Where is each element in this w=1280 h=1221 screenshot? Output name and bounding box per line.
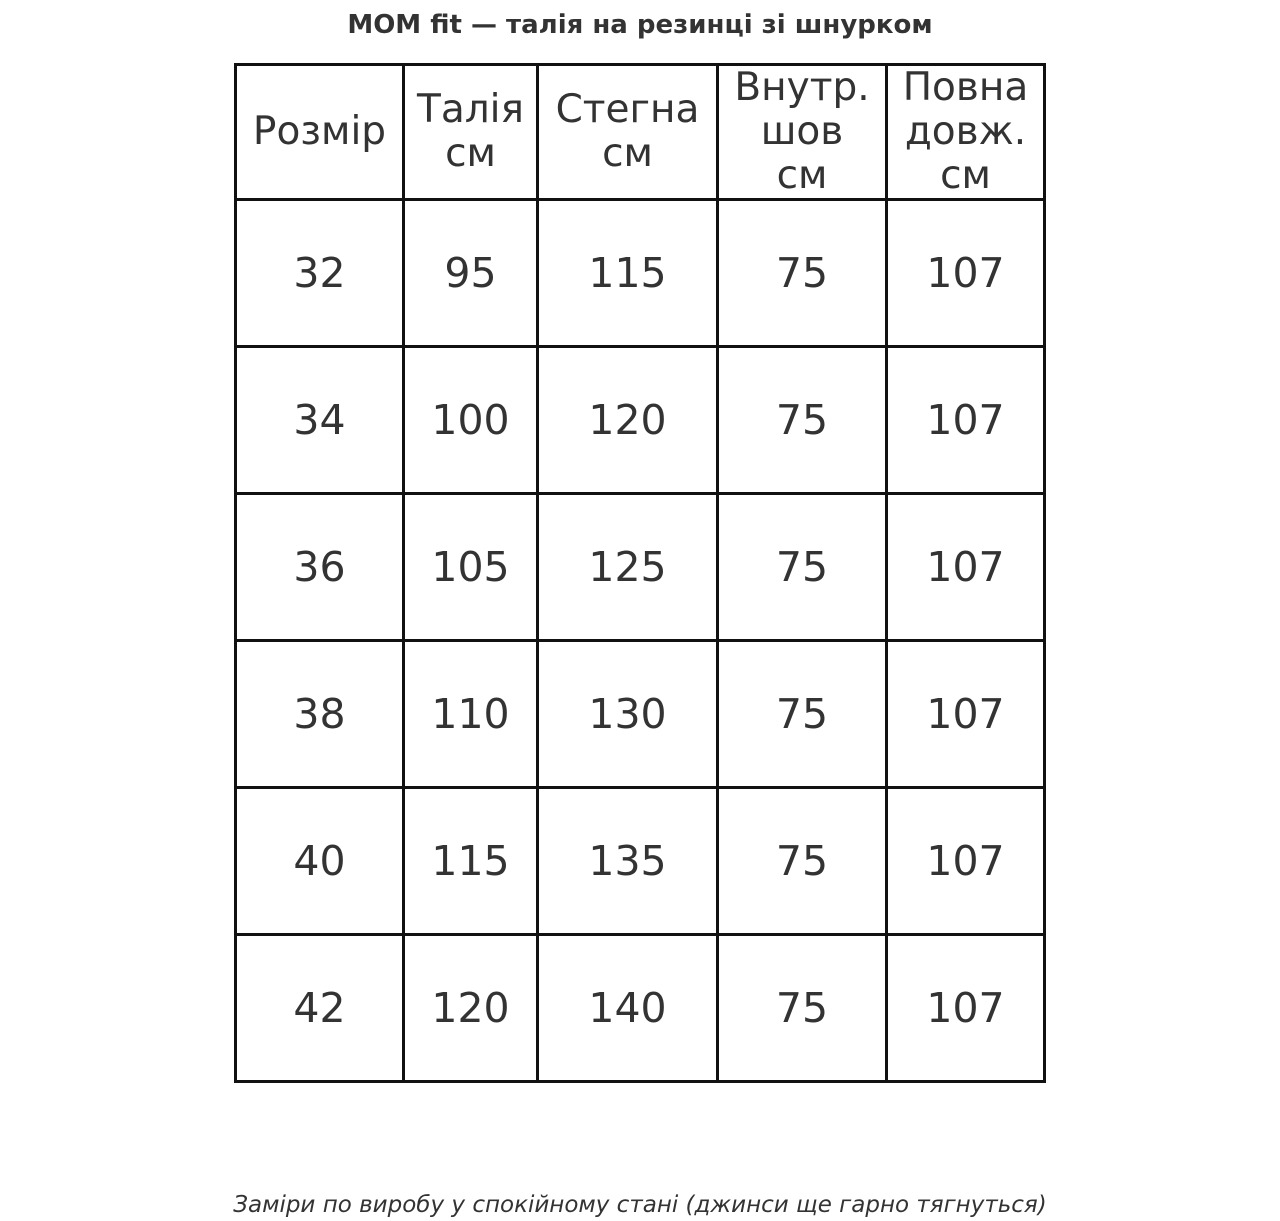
- cell-inseam: 75: [718, 935, 887, 1082]
- cell-hips: 135: [538, 788, 718, 935]
- cell-size: 38: [236, 641, 404, 788]
- header-size: [236, 65, 404, 200]
- table-row: [236, 788, 1045, 935]
- cell-waist: 100: [404, 347, 538, 494]
- cell-hips: 130: [538, 641, 718, 788]
- cell-full-length: 107: [887, 788, 1045, 935]
- header-size-label: Розмір: [252, 109, 387, 154]
- cell-inseam: 75: [718, 200, 887, 347]
- cell-inseam: 75: [718, 641, 887, 788]
- header-hips-unit: см: [602, 131, 653, 176]
- header-waist-unit: см: [445, 131, 496, 176]
- table-row: [236, 641, 1045, 788]
- cell-waist: 115: [404, 788, 538, 935]
- header-inseam-label-2: шов: [760, 109, 844, 154]
- header-hips: [538, 65, 718, 200]
- cell-inseam: 75: [718, 788, 887, 935]
- cell-hips: 115: [538, 200, 718, 347]
- cell-full-length: 107: [887, 347, 1045, 494]
- cell-hips: 120: [538, 347, 718, 494]
- cell-full-length: 107: [887, 935, 1045, 1082]
- header-inseam-unit: см: [776, 153, 828, 198]
- cell-full-length: 107: [887, 641, 1045, 788]
- header-length-label-1: Повна: [902, 65, 1029, 110]
- cell-size: 34: [236, 347, 404, 494]
- cell-size: 40: [236, 788, 404, 935]
- table-row: [236, 200, 1045, 347]
- cell-inseam: 75: [718, 494, 887, 641]
- header-inseam-label-1: Внутр.: [734, 65, 870, 110]
- cell-waist: 105: [404, 494, 538, 641]
- table-row: [236, 347, 1045, 494]
- cell-waist: 95: [404, 200, 538, 347]
- cell-hips: 140: [538, 935, 718, 1082]
- measurement-note: Заміри по виробу у спокійному стані (джинси ще гарно тягнуться): [233, 1192, 1047, 1218]
- page-title: MOM fit — талія на резинці зі шнурком: [347, 10, 933, 40]
- cell-size: 36: [236, 494, 404, 641]
- cell-full-length: 107: [887, 494, 1045, 641]
- cell-inseam: 75: [718, 347, 887, 494]
- header-length-unit: см: [940, 153, 991, 198]
- size-chart-table: [234, 63, 1046, 1083]
- cell-waist: 120: [404, 935, 538, 1082]
- table-row: [236, 935, 1045, 1082]
- cell-waist: 110: [404, 641, 538, 788]
- cell-size: 42: [236, 935, 404, 1082]
- header-hips-label: Стегна: [555, 87, 700, 132]
- header-length-label-2: довж.: [904, 109, 1027, 154]
- table-row: [236, 494, 1045, 641]
- cell-size: 32: [236, 200, 404, 347]
- header-full-length: [887, 65, 1045, 200]
- header-waist: [404, 65, 538, 200]
- header-waist-label: Талія: [417, 87, 524, 132]
- header-inseam: [718, 65, 887, 200]
- cell-hips: 125: [538, 494, 718, 641]
- table-header-row: [236, 65, 1045, 200]
- cell-full-length: 107: [887, 200, 1045, 347]
